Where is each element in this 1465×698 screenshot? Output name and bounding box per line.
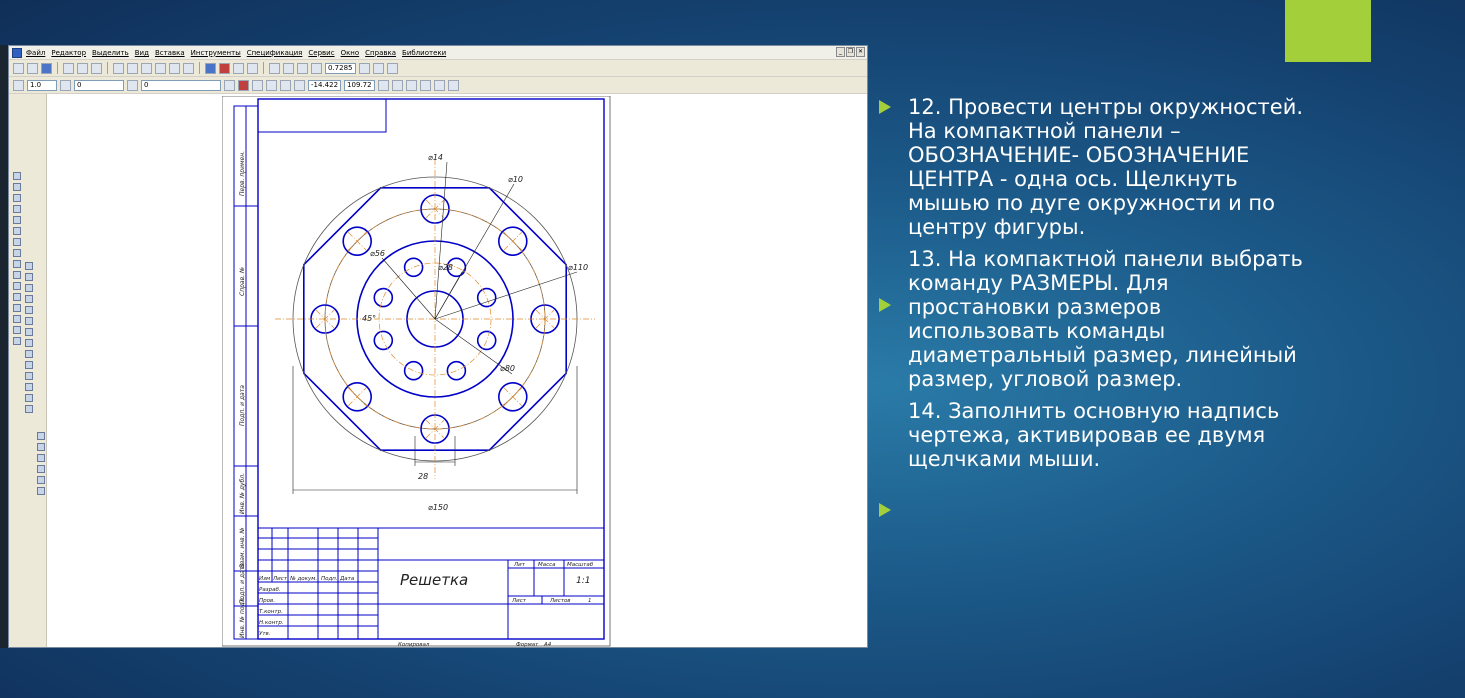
new-sheet-icon[interactable] xyxy=(91,63,102,74)
layer-field[interactable]: 0 xyxy=(74,80,124,91)
stamp-dup-inv: Инв. № дубл. xyxy=(239,472,246,514)
close-button[interactable]: ✕ xyxy=(857,48,864,55)
drawing-sheet xyxy=(222,96,612,648)
coord-y-field[interactable]: 109.72 xyxy=(344,80,375,91)
tb-role-approved: Утв. xyxy=(259,631,271,637)
stamp-sign-date-1: Подп. и дата xyxy=(239,385,246,426)
redo-icon[interactable] xyxy=(183,63,194,74)
tb-role-checker: Пров. xyxy=(259,598,275,604)
window-controls xyxy=(836,47,865,57)
minimize-button[interactable]: _ xyxy=(836,47,845,57)
panel-spec-icon[interactable] xyxy=(13,249,21,257)
panel-measure-icon[interactable] xyxy=(25,405,33,413)
tb-sheets-value: 1 xyxy=(588,598,592,604)
zoom-in-icon[interactable] xyxy=(269,63,280,74)
panel-reports-icon[interactable] xyxy=(13,260,21,268)
dim-angle45: 45° xyxy=(362,314,377,323)
panel-params-icon[interactable] xyxy=(13,216,21,224)
doc-icon-5[interactable] xyxy=(434,80,445,91)
cursor-icon[interactable] xyxy=(294,80,305,91)
panel-edit-icon[interactable] xyxy=(25,383,33,391)
panel-dimensions-icon[interactable] xyxy=(13,183,21,191)
coord-x-field[interactable]: -14.422 xyxy=(308,80,341,91)
inner-hole xyxy=(374,331,392,349)
tb-format-value: А4 xyxy=(544,642,552,648)
document-icon xyxy=(12,48,22,58)
step-13: 13. На компактной панели выбрать команду РАЗМЕРЫ. Для простановки размеров использовать команды диаметральный размер, линейный размер, угловой размер. xyxy=(908,247,1303,391)
tb-doc-no: № докум. xyxy=(290,576,318,582)
copy-icon[interactable] xyxy=(127,63,138,74)
menu-service[interactable]: Сервис xyxy=(308,48,335,57)
pan-icon[interactable] xyxy=(359,63,370,74)
step-14: 14. Заполнить основную надпись чертежа, активировав ее двумя щелчками мыши. xyxy=(908,399,1280,471)
bullet-arrow-1 xyxy=(879,100,891,114)
panel-reports-icon[interactable] xyxy=(25,306,33,314)
panel-designations-icon[interactable] xyxy=(25,372,33,380)
refresh-icon[interactable] xyxy=(373,63,384,74)
panel-insert-icon[interactable] xyxy=(37,465,45,473)
bullet-arrow-2 xyxy=(879,298,891,312)
inner-hole xyxy=(405,362,423,380)
panel-params-icon[interactable] xyxy=(25,394,33,402)
line-width-icon xyxy=(13,80,24,91)
snap-icon[interactable] xyxy=(224,80,235,91)
panel-designations-icon[interactable] xyxy=(13,326,21,334)
dim-d110: ⌀110 xyxy=(568,263,589,272)
paste-icon[interactable] xyxy=(141,63,152,74)
panel-insert-icon[interactable] xyxy=(25,317,33,325)
tb-mass-label: Масса xyxy=(538,562,556,568)
zoom-scale-icon[interactable] xyxy=(311,63,322,74)
properties-toolbar xyxy=(9,77,867,94)
tb-sheet: Лист xyxy=(273,576,287,582)
bind-icon[interactable] xyxy=(238,80,249,91)
menu-help[interactable]: Справка xyxy=(365,48,397,57)
panel-measure-icon[interactable] xyxy=(25,273,33,281)
style-field[interactable]: 0 xyxy=(141,80,221,91)
toolbar-separator xyxy=(107,62,108,74)
tb-role-developer: Разраб. xyxy=(259,587,281,593)
panel-macro-icon[interactable] xyxy=(13,282,21,290)
inner-hole xyxy=(374,289,392,307)
panel-edit-icon[interactable] xyxy=(13,337,21,345)
panel-dimensions-icon[interactable] xyxy=(25,361,33,369)
panel-select-icon[interactable] xyxy=(13,238,21,246)
dim-d56: ⌀56 xyxy=(370,249,385,258)
open-file-icon[interactable] xyxy=(27,63,38,74)
ortho-icon[interactable] xyxy=(266,80,277,91)
menu-insert[interactable]: Вставка xyxy=(154,48,185,57)
save-icon[interactable] xyxy=(41,63,52,74)
tb-date: Дата xyxy=(340,576,355,582)
tb-scale-label: Масштаб xyxy=(567,562,594,568)
doc-icon-1[interactable] xyxy=(378,80,389,91)
menu-file[interactable]: Файл xyxy=(26,48,46,57)
menu-specification[interactable]: Спецификация xyxy=(246,48,303,57)
panel-macro-icon[interactable] xyxy=(25,328,33,336)
tb-scale-value: 1:1 xyxy=(576,576,591,586)
panel-select-icon[interactable] xyxy=(25,284,33,292)
panel-edit-icon[interactable] xyxy=(13,205,21,213)
dim-w28: 28 xyxy=(418,472,429,481)
panel-lib-icon[interactable] xyxy=(25,339,33,347)
menu-select[interactable]: Выделить xyxy=(92,48,129,57)
panel-geometry-icon[interactable] xyxy=(13,172,21,180)
tb-role-norm-control: Н.контр. xyxy=(259,620,284,626)
dim-d150: ⌀150 xyxy=(428,503,449,512)
leader-d28 xyxy=(435,272,462,319)
inner-hole xyxy=(447,362,465,380)
drawing-canvas[interactable] xyxy=(47,94,868,648)
panel-select-icon[interactable] xyxy=(37,432,45,440)
panel-spec-icon[interactable] xyxy=(37,443,45,451)
leader-d110 xyxy=(435,272,577,319)
zoom-out-icon[interactable] xyxy=(297,63,308,74)
panel-dimensions-icon[interactable] xyxy=(13,315,21,323)
properties-icon[interactable] xyxy=(155,63,166,74)
cad-window xyxy=(8,45,868,648)
stamp-reference: Справ. № xyxy=(239,266,246,296)
library-icon[interactable] xyxy=(219,63,230,74)
tb-format-label: Формат xyxy=(516,642,539,648)
instruction-list xyxy=(908,95,1448,479)
doc-icon-2[interactable] xyxy=(392,80,403,91)
panel-lib-icon[interactable] xyxy=(37,487,45,495)
panel-lib-icon[interactable] xyxy=(13,293,21,301)
panel-geometry-icon[interactable] xyxy=(13,304,21,312)
accent-square xyxy=(1285,0,1371,62)
view-icon[interactable] xyxy=(387,63,398,74)
undo-icon[interactable] xyxy=(169,63,180,74)
tb-change: Изм xyxy=(259,576,271,582)
stamp-orig-inv: Инв. № подл. xyxy=(239,596,246,638)
toolbar-separator xyxy=(199,62,200,74)
panel-macro-icon[interactable] xyxy=(37,476,45,484)
dim-d28: ⌀28 xyxy=(438,263,453,272)
menu-tools[interactable]: Инструменты xyxy=(190,48,241,57)
dim-d80: ⌀80 xyxy=(500,364,515,373)
zoom-field[interactable]: 0.7285 xyxy=(325,63,356,74)
doc-icon-6[interactable] xyxy=(448,80,459,91)
cad-menubar xyxy=(9,46,867,60)
inner-hole xyxy=(478,331,496,349)
step-12: 12. Провести центры окружностей. На компактной панели – ОБОЗНАЧЕНИЕ- ОБОЗНАЧЕНИЕ ЦЕНТРА - одна ось. Щелкнуть мышью по дуге окружности и по центру фигуры. xyxy=(908,95,1304,239)
menu-window[interactable]: Окно xyxy=(340,48,360,57)
panel-measure-icon[interactable] xyxy=(13,227,21,235)
inner-hole xyxy=(405,258,423,276)
line-width-field[interactable]: 1.0 xyxy=(27,80,57,91)
print-icon[interactable] xyxy=(63,63,74,74)
doc-icon-4[interactable] xyxy=(420,80,431,91)
bullet-arrow-3 xyxy=(879,503,891,517)
new-file-icon[interactable] xyxy=(13,63,24,74)
help-pointer-icon[interactable] xyxy=(247,63,258,74)
function-icon[interactable] xyxy=(233,63,244,74)
tb-sheet-label: Лист xyxy=(512,598,526,604)
preview-icon[interactable] xyxy=(77,63,88,74)
menu-editor[interactable]: Редактор xyxy=(51,48,87,57)
grid-icon[interactable] xyxy=(252,80,263,91)
compact-panel xyxy=(9,94,47,648)
panel-insert-icon[interactable] xyxy=(13,271,21,279)
cad-left-edge xyxy=(0,45,8,648)
panel-geometry-icon[interactable] xyxy=(25,350,33,358)
dim-d14: ⌀14 xyxy=(428,153,443,162)
style-icon xyxy=(127,80,138,91)
toolbar-separator xyxy=(57,62,58,74)
menu-libraries[interactable]: Библиотеки xyxy=(402,48,447,57)
tb-sheets-label: Листов xyxy=(550,598,571,604)
panel-params-icon[interactable] xyxy=(25,262,33,270)
tb-signature: Подп. xyxy=(321,576,338,582)
panel-spec-icon[interactable] xyxy=(25,295,33,303)
doc-icon-3[interactable] xyxy=(406,80,417,91)
standard-toolbar xyxy=(9,60,867,77)
panel-designations-icon[interactable] xyxy=(13,194,21,202)
tb-part-name: Решетка xyxy=(400,571,469,589)
manager-icon[interactable] xyxy=(205,63,216,74)
zoom-window-icon[interactable] xyxy=(283,63,294,74)
menu-view[interactable]: Вид xyxy=(134,48,149,57)
panel-reports-icon[interactable] xyxy=(37,454,45,462)
tb-copied-label: Копировал xyxy=(398,642,430,648)
dim-d10: ⌀10 xyxy=(508,175,523,184)
tb-role-tech-control: Т.контр. xyxy=(259,609,283,615)
stamp-sign-date-2: Подп. и дата xyxy=(239,563,246,604)
stamp-first-use: Перв. примен. xyxy=(239,150,246,196)
toolbar-separator xyxy=(263,62,264,74)
local-cs-icon[interactable] xyxy=(280,80,291,91)
cut-icon[interactable] xyxy=(113,63,124,74)
stamp-replace-inv: Взам. инв. № xyxy=(239,527,246,568)
tb-lit-label: Лит xyxy=(514,562,525,568)
restore-button[interactable]: ❐ xyxy=(847,48,854,55)
layer-icon xyxy=(60,80,71,91)
